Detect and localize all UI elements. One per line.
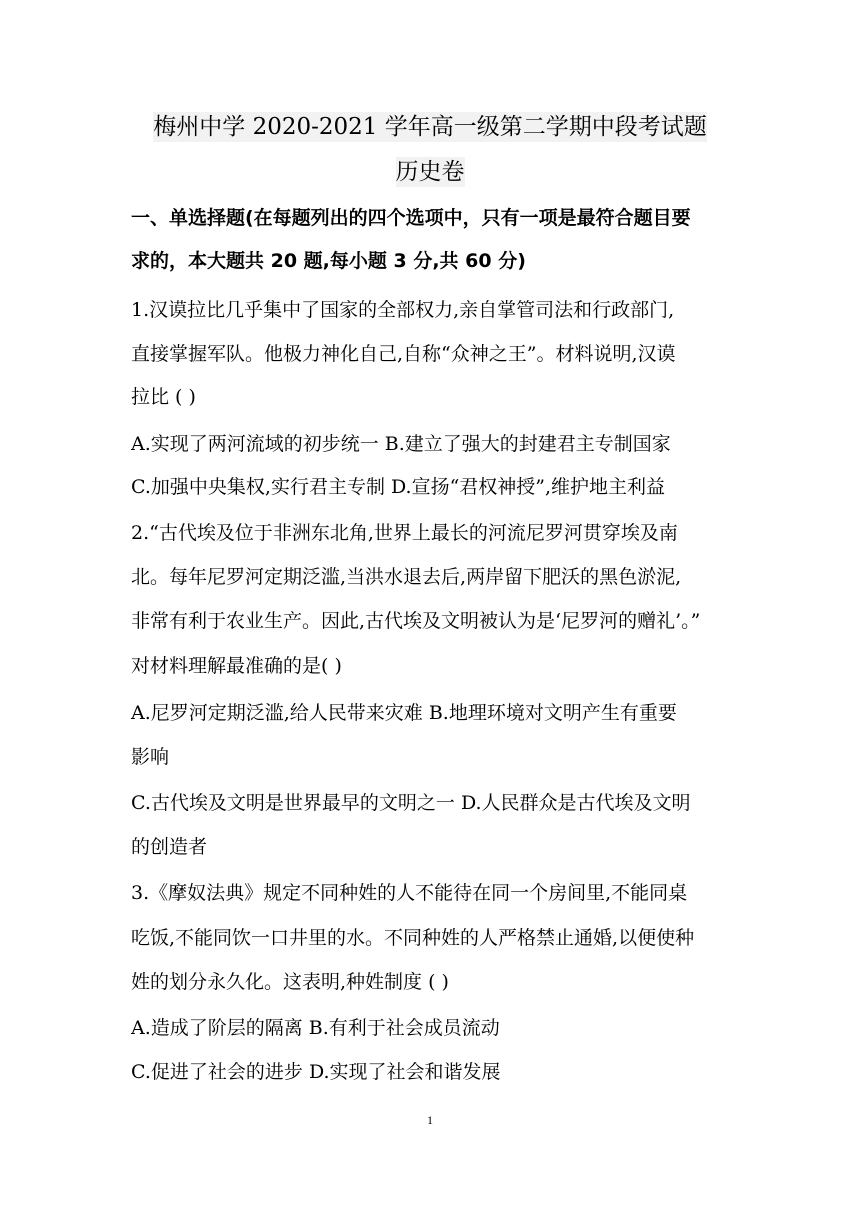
question-3-options-line-2: C.促进了社会的进步 D.实现了社会和谐发展: [131, 1061, 501, 1083]
exam-subtitle-text: 历史卷: [395, 159, 465, 185]
question-2-stem-line-4: 对材料理解最准确的是( ): [131, 655, 342, 677]
question-1-stem-line-3: 拉比 ( ): [131, 386, 196, 408]
question-1-stem-line-2: 直接掌握军队。他极力神化自己,自称“众神之王”。材料说明,汉谟: [131, 343, 676, 365]
section-heading-line-1: 一、单选择题(在每题列出的四个选项中，只有一项是最符合题目要: [131, 207, 691, 229]
question-2-options-line-2: 影响: [131, 746, 170, 768]
question-1-stem-line-1: 1.汉谟拉比几乎集中了国家的全部权力,亲自掌管司法和行政部门,: [131, 299, 675, 321]
question-3-stem-line-1: 3.《摩奴法典》规定不同种姓的人不能待在同一个房间里,不能同桌: [131, 882, 688, 904]
exam-title: [0, 110, 860, 144]
question-1-options-line-2: C.加强中央集权,实行君主专制 D.宣扬“君权神授”,维护地主利益: [131, 476, 666, 498]
exam-title-text: 梅州中学 2020-2021 学年高一级第二学期中段考试题: [153, 114, 707, 140]
question-2-stem-line-2: 北。每年尼罗河定期泛滥,当洪水退去后,两岸留下肥沃的黑色淤泥,: [131, 566, 682, 588]
page-number: 1: [427, 1113, 433, 1127]
question-2-stem-line-3: 非常有利于农业生产。因此,古代埃及文明被认为是‘尼罗河的赠礼’。”: [131, 610, 701, 632]
question-1-options-line-1: A.实现了两河流域的初步统一 B.建立了强大的封建君主专制国家: [131, 433, 671, 455]
question-2-options-line-3: C.古代埃及文明是世界最早的文明之一 D.人民群众是古代埃及文明: [131, 792, 691, 814]
section-heading-line-2: 求的，本大题共 20 题,每小题 3 分,共 60 分): [131, 250, 526, 272]
question-3-stem-line-2: 吃饭,不能同饮一口井里的水。不同种姓的人严格禁止通婚,以便使种: [131, 927, 695, 949]
exam-subtitle: [0, 155, 860, 189]
question-3-options-line-1: A.造成了阶层的隔离 B.有利于社会成员流动: [131, 1017, 500, 1039]
question-2-stem-line-1: 2.“古代埃及位于非洲东北角,世界上最长的河流尼罗河贯穿埃及南: [131, 522, 678, 544]
question-2-options-line-4: 的创造者: [131, 836, 208, 858]
question-2-options-line-1: A.尼罗河定期泛滥,给人民带来灾难 B.地理环境对文明产生有重要: [131, 702, 677, 724]
question-3-stem-line-3: 姓的划分永久化。这表明,种姓制度 ( ): [131, 971, 449, 993]
